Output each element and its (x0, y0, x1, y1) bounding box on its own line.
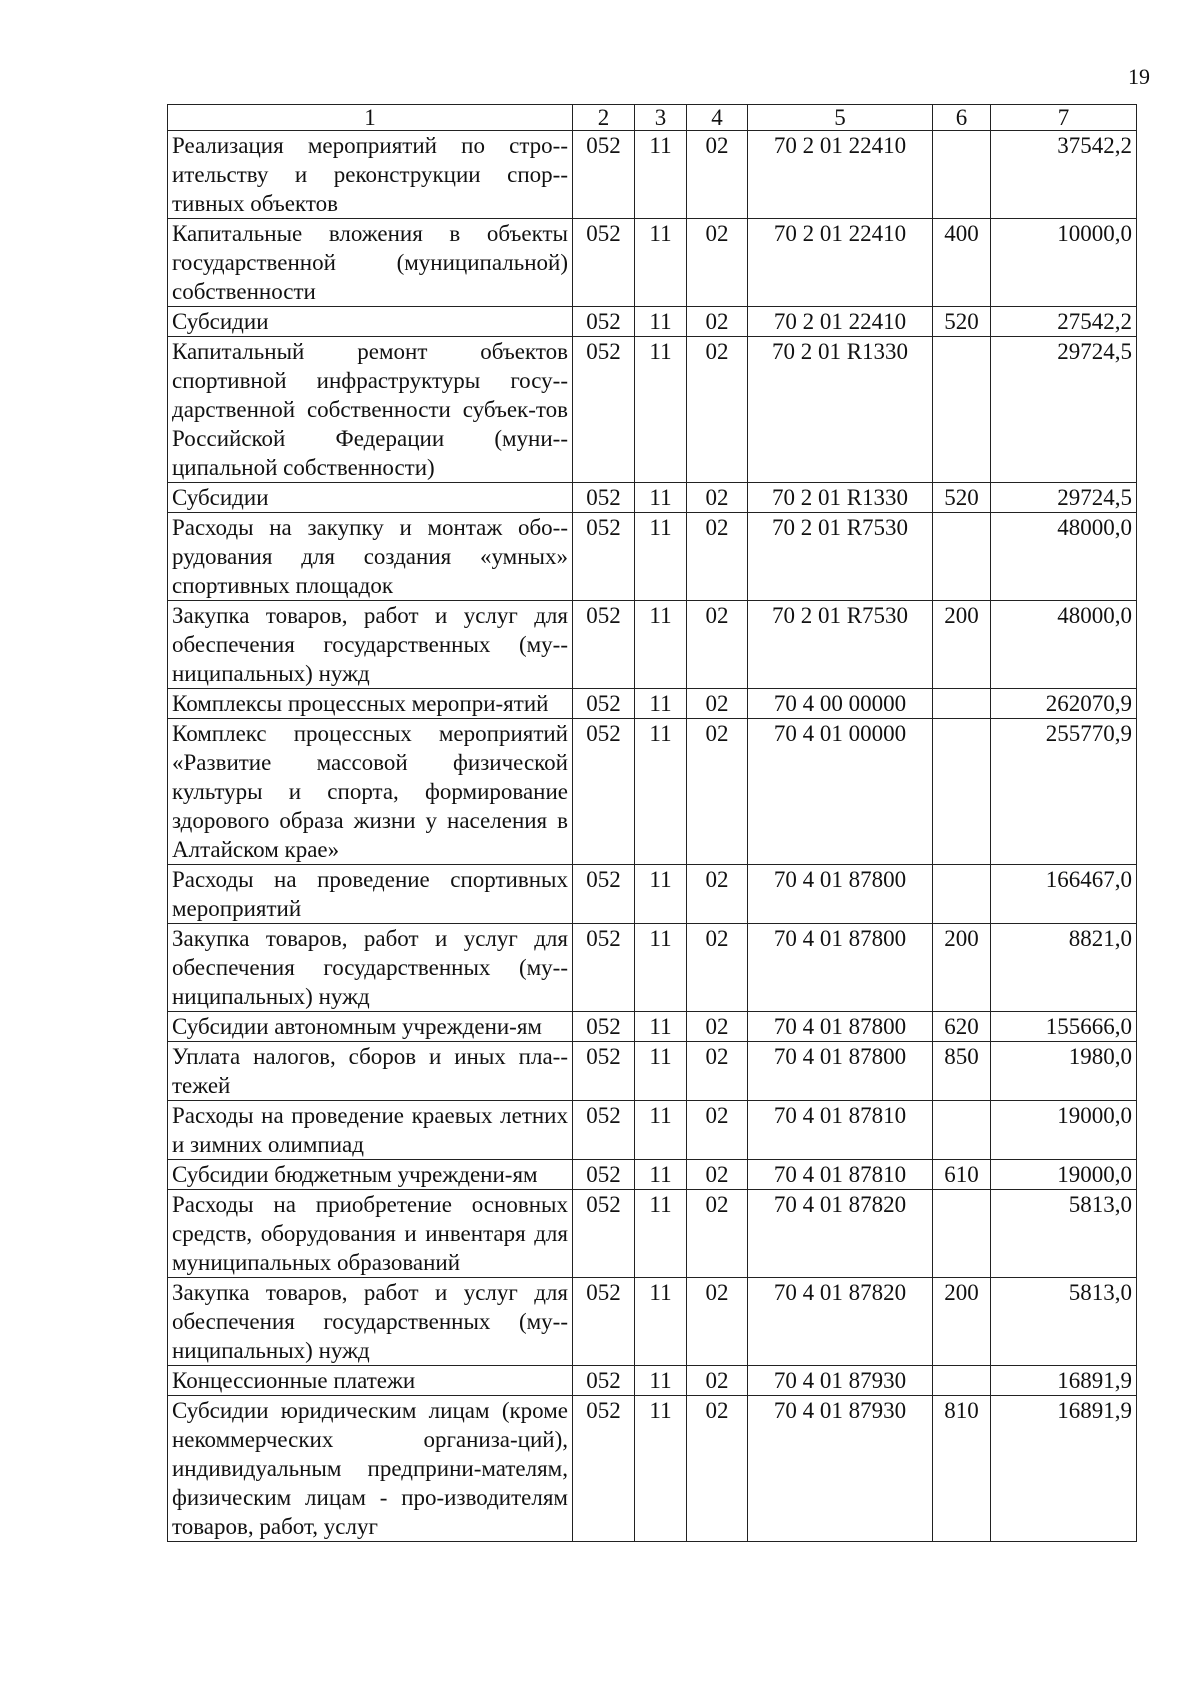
target-article-cell: 70 4 01 87800 (748, 1012, 933, 1042)
admin-code-cell: 052 (573, 483, 635, 513)
row-name-cell: Расходы на проведение краевых летних и зимних олимпиад (168, 1101, 573, 1160)
section-cell: 11 (635, 513, 687, 601)
section-cell: 11 (635, 1396, 687, 1542)
target-article-cell: 70 2 01 R7530 (748, 601, 933, 689)
table-row (168, 483, 1137, 513)
table-row (168, 1101, 1137, 1160)
row-name-cell: Субсидии автономным учреждени-ям (168, 1012, 573, 1042)
subsection-cell: 02 (687, 865, 748, 924)
section-cell: 11 (635, 131, 687, 219)
row-name-cell: Закупка товаров, работ и услуг для обеспечения государственных (му-ниципальных) нужд (168, 1278, 573, 1366)
expense-type-cell (933, 1190, 991, 1278)
expense-type-cell: 400 (933, 219, 991, 307)
subsection-cell: 02 (687, 1160, 748, 1190)
column-header: 7 (991, 105, 1137, 131)
expense-type-cell (933, 865, 991, 924)
table-row (168, 219, 1137, 307)
section-cell: 11 (635, 601, 687, 689)
admin-code-cell: 052 (573, 1012, 635, 1042)
admin-code-cell: 052 (573, 1396, 635, 1542)
row-name-cell: Расходы на проведение спортивных мероприятий (168, 865, 573, 924)
subsection-cell: 02 (687, 1278, 748, 1366)
row-name-cell: Закупка товаров, работ и услуг для обеспечения государственных (му-ниципальных) нужд (168, 924, 573, 1012)
target-article-cell: 70 4 01 87930 (748, 1396, 933, 1542)
amount-cell: 262070,9 (991, 689, 1137, 719)
target-article-cell: 70 2 01 22410 (748, 307, 933, 337)
column-header: 5 (748, 105, 933, 131)
section-cell: 11 (635, 865, 687, 924)
target-article-cell: 70 2 01 22410 (748, 219, 933, 307)
admin-code-cell: 052 (573, 337, 635, 483)
target-article-cell: 70 2 01 22410 (748, 131, 933, 219)
target-article-cell: 70 4 01 87800 (748, 1042, 933, 1101)
subsection-cell: 02 (687, 1012, 748, 1042)
table-row (168, 1278, 1137, 1366)
admin-code-cell: 052 (573, 1278, 635, 1366)
section-cell: 11 (635, 483, 687, 513)
subsection-cell: 02 (687, 337, 748, 483)
row-name-cell: Субсидии бюджетным учреждени-ям (168, 1160, 573, 1190)
subsection-cell: 02 (687, 719, 748, 865)
row-name-cell: Уплата налогов, сборов и иных пла-тежей (168, 1042, 573, 1101)
column-header: 6 (933, 105, 991, 131)
admin-code-cell: 052 (573, 719, 635, 865)
amount-cell: 5813,0 (991, 1190, 1137, 1278)
target-article-cell: 70 2 01 R1330 (748, 483, 933, 513)
expense-type-cell (933, 513, 991, 601)
table-row (168, 1012, 1137, 1042)
table-row (168, 307, 1137, 337)
subsection-cell: 02 (687, 1366, 748, 1396)
row-name-cell: Закупка товаров, работ и услуг для обеспечения государственных (му-ниципальных) нужд (168, 601, 573, 689)
expense-type-cell: 200 (933, 601, 991, 689)
column-header: 1 (168, 105, 573, 131)
expense-type-cell: 200 (933, 924, 991, 1012)
target-article-cell: 70 2 01 R1330 (748, 337, 933, 483)
row-name-cell: Расходы на закупку и монтаж обо-рудования для создания «умных» спортивных площадок (168, 513, 573, 601)
expense-type-cell (933, 337, 991, 483)
section-cell: 11 (635, 1101, 687, 1160)
target-article-cell: 70 4 01 87820 (748, 1278, 933, 1366)
subsection-cell: 02 (687, 513, 748, 601)
expense-type-cell: 520 (933, 483, 991, 513)
admin-code-cell: 052 (573, 1042, 635, 1101)
admin-code-cell: 052 (573, 131, 635, 219)
admin-code-cell: 052 (573, 601, 635, 689)
target-article-cell: 70 4 00 00000 (748, 689, 933, 719)
page-number: 19 (1128, 64, 1150, 89)
amount-cell: 29724,5 (991, 483, 1137, 513)
amount-cell: 19000,0 (991, 1101, 1137, 1160)
target-article-cell: 70 4 01 87820 (748, 1190, 933, 1278)
target-article-cell: 70 4 01 87930 (748, 1366, 933, 1396)
subsection-cell: 02 (687, 689, 748, 719)
expense-type-cell (933, 131, 991, 219)
table-row (168, 513, 1137, 601)
admin-code-cell: 052 (573, 1160, 635, 1190)
table-row (168, 1160, 1137, 1190)
section-cell: 11 (635, 1366, 687, 1396)
admin-code-cell: 052 (573, 689, 635, 719)
subsection-cell: 02 (687, 1190, 748, 1278)
subsection-cell: 02 (687, 307, 748, 337)
amount-cell: 166467,0 (991, 865, 1137, 924)
row-name-cell: Расходы на приобретение основных средств, оборудования и инвентаря для муниципальных образований (168, 1190, 573, 1278)
section-cell: 11 (635, 1190, 687, 1278)
section-cell: 11 (635, 307, 687, 337)
subsection-cell: 02 (687, 483, 748, 513)
section-cell: 11 (635, 1278, 687, 1366)
table-row (168, 1190, 1137, 1278)
amount-cell: 48000,0 (991, 513, 1137, 601)
amount-cell: 255770,9 (991, 719, 1137, 865)
section-cell: 11 (635, 689, 687, 719)
amount-cell: 5813,0 (991, 1278, 1137, 1366)
table-row (168, 131, 1137, 219)
table-row (168, 865, 1137, 924)
target-article-cell: 70 4 01 87800 (748, 924, 933, 1012)
table-row (168, 1396, 1137, 1542)
section-cell: 11 (635, 219, 687, 307)
column-header: 2 (573, 105, 635, 131)
subsection-cell: 02 (687, 601, 748, 689)
row-name-cell: Комплексы процессных меропри-ятий (168, 689, 573, 719)
section-cell: 11 (635, 924, 687, 1012)
amount-cell: 8821,0 (991, 924, 1137, 1012)
row-name-cell: Субсидии (168, 483, 573, 513)
admin-code-cell: 052 (573, 924, 635, 1012)
target-article-cell: 70 4 01 00000 (748, 719, 933, 865)
table-row (168, 337, 1137, 483)
amount-cell: 1980,0 (991, 1042, 1137, 1101)
column-header: 3 (635, 105, 687, 131)
section-cell: 11 (635, 1160, 687, 1190)
amount-cell: 155666,0 (991, 1012, 1137, 1042)
subsection-cell: 02 (687, 1101, 748, 1160)
subsection-cell: 02 (687, 924, 748, 1012)
amount-cell: 37542,2 (991, 131, 1137, 219)
row-name-cell: Капитальный ремонт объектов спортивной инфраструктуры госу-дарственной собственности субъек-тов Российской Федерации (муни-ципальной собственности) (168, 337, 573, 483)
subsection-cell: 02 (687, 131, 748, 219)
header-row (168, 105, 1137, 131)
table-row (168, 719, 1137, 865)
target-article-cell: 70 4 01 87800 (748, 865, 933, 924)
table-row (168, 601, 1137, 689)
expense-type-cell: 610 (933, 1160, 991, 1190)
table-row (168, 689, 1137, 719)
column-header: 4 (687, 105, 748, 131)
budget-table (167, 104, 1137, 1542)
amount-cell: 19000,0 (991, 1160, 1137, 1190)
expense-type-cell: 620 (933, 1012, 991, 1042)
admin-code-cell: 052 (573, 513, 635, 601)
row-name-cell: Реализация мероприятий по стро-ительству и реконструкции спор-тивных объектов (168, 131, 573, 219)
expense-type-cell (933, 689, 991, 719)
section-cell: 11 (635, 1042, 687, 1101)
section-cell: 11 (635, 1012, 687, 1042)
amount-cell: 16891,9 (991, 1396, 1137, 1542)
target-article-cell: 70 4 01 87810 (748, 1101, 933, 1160)
admin-code-cell: 052 (573, 1366, 635, 1396)
admin-code-cell: 052 (573, 1190, 635, 1278)
amount-cell: 48000,0 (991, 601, 1137, 689)
admin-code-cell: 052 (573, 219, 635, 307)
admin-code-cell: 052 (573, 865, 635, 924)
target-article-cell: 70 4 01 87810 (748, 1160, 933, 1190)
expense-type-cell: 850 (933, 1042, 991, 1101)
table-row (168, 924, 1137, 1012)
row-name-cell: Субсидии (168, 307, 573, 337)
table-row (168, 1042, 1137, 1101)
expense-type-cell (933, 1101, 991, 1160)
expense-type-cell (933, 719, 991, 865)
expense-type-cell (933, 1366, 991, 1396)
subsection-cell: 02 (687, 219, 748, 307)
subsection-cell: 02 (687, 1042, 748, 1101)
row-name-cell: Субсидии юридическим лицам (кроме некоммерческих организа-ций), индивидуальным предприни-мателям, физическим лицам - про-изводителям товаров, работ, услуг (168, 1396, 573, 1542)
row-name-cell: Капитальные вложения в объекты государственной (муниципальной) собственности (168, 219, 573, 307)
amount-cell: 29724,5 (991, 337, 1137, 483)
row-name-cell: Концессионные платежи (168, 1366, 573, 1396)
subsection-cell: 02 (687, 1396, 748, 1542)
amount-cell: 10000,0 (991, 219, 1137, 307)
expense-type-cell: 810 (933, 1396, 991, 1542)
amount-cell: 16891,9 (991, 1366, 1137, 1396)
table-row (168, 1366, 1137, 1396)
section-cell: 11 (635, 719, 687, 865)
section-cell: 11 (635, 337, 687, 483)
amount-cell: 27542,2 (991, 307, 1137, 337)
target-article-cell: 70 2 01 R7530 (748, 513, 933, 601)
admin-code-cell: 052 (573, 307, 635, 337)
row-name-cell: Комплекс процессных мероприятий «Развитие массовой физической культуры и спорта, формирование здорового образа жизни у населения в Алтайском крае» (168, 719, 573, 865)
expense-type-cell: 200 (933, 1278, 991, 1366)
expense-type-cell: 520 (933, 307, 991, 337)
admin-code-cell: 052 (573, 1101, 635, 1160)
